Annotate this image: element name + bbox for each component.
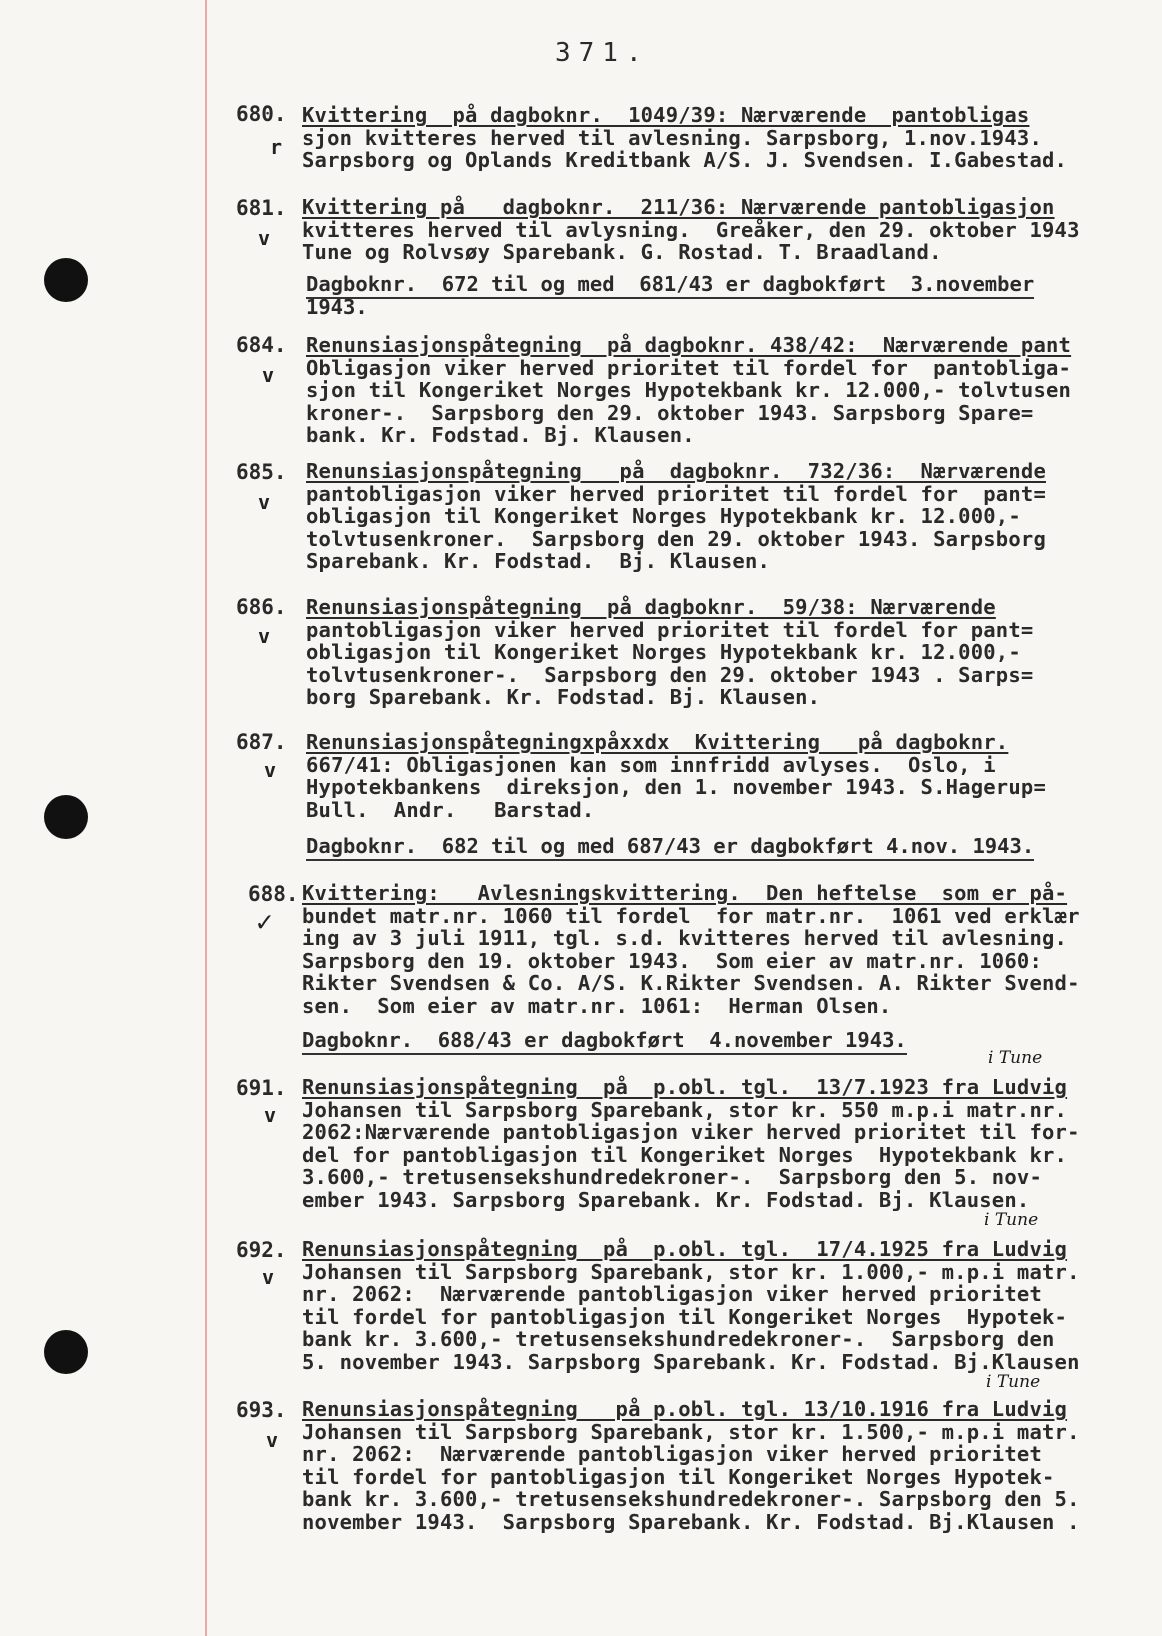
dagbok-line: 1943. xyxy=(306,295,368,319)
check-mark: v xyxy=(264,1103,277,1127)
entry-line: ember 1943. Sarpsborg Sparebank. Kr. Fodstad. Bj. Klausen. xyxy=(302,1187,1030,1212)
entry-line: 5. november 1943. Sarpsborg Sparebank. Kr. Fodstad. Bj.Klausen xyxy=(302,1349,1080,1374)
entry-text xyxy=(302,1398,1080,1534)
entry-line: Bull. Andr. Barstad. xyxy=(306,797,595,822)
entry-line: obligasjon til Kongeriket Norges Hypotekbank kr. 12.000,- xyxy=(306,640,1021,665)
entry-line: borg Sparebank. Kr. Fodstad. Bj. Klausen. xyxy=(306,685,821,710)
entry-line: november 1943. Sarpsborg Sparebank. Kr. Fodstad. Bj.Klausen . xyxy=(302,1509,1080,1534)
punch-hole xyxy=(44,1330,88,1374)
handwritten-note: i Tune xyxy=(984,1210,1039,1230)
entry-line: kvitteres herved til avlysning. Greåker, den 29. oktober 1943 xyxy=(302,217,1080,242)
entry-line: Renunsiasjonspåtegning på dagboknr. 59/38: Nærværende xyxy=(306,595,996,619)
entry-line: tolvtusenkroner. Sarpsborg den 29. oktober 1943. Sarpsborg xyxy=(306,526,1046,551)
check-mark: r xyxy=(270,135,283,159)
entry-line: pantobligasjon viker herved prioritet til fordel for pant= xyxy=(306,481,1046,506)
entry-text xyxy=(302,882,1080,1018)
entry-line: Renunsiasjonspåtegning på dagboknr. 732/36: Nærværende xyxy=(306,459,1046,483)
check-mark: v xyxy=(258,226,271,250)
entry-text xyxy=(302,1076,1080,1212)
entry-line: sen. Som eier av matr.nr. 1061: Herman Olsen. xyxy=(302,993,892,1018)
dagbok-line: Dagboknr. 682 til og med 687/43 er dagbokført 4.nov. 1943. xyxy=(306,834,1034,861)
entry-line: til fordel for pantobligasjon til Kongeriket Norges Hypotek- xyxy=(302,1464,1055,1489)
entry-line: Renunsiasjonspåtegning på p.obl. tgl. 17/4.1925 fra Ludvig xyxy=(302,1237,1068,1261)
page-number: 371. xyxy=(555,38,650,68)
entry-number: 691. xyxy=(236,1076,287,1100)
entry-line: Renunsiasjonspåtegning på p.obl. tgl. 13/10.1916 fra Ludvig xyxy=(302,1397,1068,1421)
entry-text xyxy=(306,334,1071,447)
entry-line: Kvittering på dagboknr. 1049/39: Nærværende pantobligas xyxy=(302,103,1030,127)
entry-text xyxy=(306,731,1046,821)
entry-line: ing av 3 juli 1911, tgl. s.d. kvitteres herved til avlesning. xyxy=(302,926,1068,951)
entry-line: kroner-. Sarpsborg den 29. oktober 1943. Sarpsborg Spare= xyxy=(306,400,1034,425)
entry-line: Rikter Svendsen & Co. A/S. K.Rikter Svendsen. A. Rikter Svend- xyxy=(302,971,1080,996)
punch-hole xyxy=(44,795,88,839)
entry-number: 684. xyxy=(236,333,287,357)
entry-text xyxy=(302,196,1080,264)
entry-line: pantobligasjon viker herved prioritet til fordel for pant= xyxy=(306,617,1034,642)
entry-line: 667/41: Obligasjonen kan som innfridd avlyses. Oslo, i xyxy=(306,752,996,777)
entry-number: 693. xyxy=(236,1398,287,1422)
entry-line: bank. Kr. Fodstad. Bj. Klausen. xyxy=(306,423,695,448)
entry-line: 2062:Nærværende pantobligasjon viker herved prioritet til for- xyxy=(302,1120,1080,1145)
entry-line: tolvtusenkroner-. Sarpsborg den 29. oktober 1943 . Sarps= xyxy=(306,662,1034,687)
entry-number: 692. xyxy=(236,1238,287,1262)
entry-number: 688. xyxy=(248,882,299,906)
entry-line: Kvittering på dagboknr. 211/36: Nærværende pantobligasjon xyxy=(302,195,1055,219)
entry-line: Johansen til Sarpsborg Sparebank, stor kr. 550 m.p.i matr.nr. xyxy=(302,1097,1068,1122)
entry-text xyxy=(306,460,1046,573)
entry-line: sjon kvitteres herved til avlesning. Sarpsborg, 1.nov.1943. xyxy=(302,125,1042,150)
entry-line: Hypotekbankens direksjon, den 1. november 1943. S.Hagerup= xyxy=(306,775,1046,800)
entry-line: Kvittering: Avlesningskvittering. Den heftelse som er på- xyxy=(302,881,1068,905)
entry-line: del for pantobligasjon til Kongeriket Norges Hypotekbank kr. xyxy=(302,1142,1068,1167)
entry-line: nr. 2062: Nærværende pantobligasjon viker herved prioritet xyxy=(302,1442,1042,1467)
entry-line: Johansen til Sarpsborg Sparebank, stor kr. 1.500,- m.p.i matr. xyxy=(302,1419,1080,1444)
entry-line: Sarpsborg og Oplands Kreditbank A/S. J. Svendsen. I.Gabestad. xyxy=(302,148,1068,173)
handwritten-note: i Tune xyxy=(988,1048,1043,1068)
entry-number: 681. xyxy=(236,196,287,220)
dagbok-line: Dagboknr. 672 til og med 681/43 er dagbokført 3.november xyxy=(306,272,1034,299)
entry-number: 685. xyxy=(236,460,287,484)
entry-line: nr. 2062: Nærværende pantobligasjon viker herved prioritet xyxy=(302,1282,1042,1307)
entry-text xyxy=(302,104,1067,172)
entry-number: 686. xyxy=(236,595,287,619)
entry-line: bundet matr.nr. 1060 til fordel for matr.nr. 1061 ved erklær xyxy=(302,903,1080,928)
entry-text xyxy=(306,596,1033,709)
entry-line: til fordel for pantobligasjon til Kongeriket Norges Hypotek- xyxy=(302,1304,1068,1329)
check-mark: v xyxy=(258,624,271,648)
entry-line: bank kr. 3.600,- tretusensekshundredekroner-. Sarpsborg den 5. xyxy=(302,1487,1080,1512)
entry-text xyxy=(302,1238,1080,1374)
margin-line xyxy=(205,0,207,1636)
entry-line: Renunsiasjonspåtegning på dagboknr. 438/42: Nærværende pant xyxy=(306,333,1072,357)
check-mark: v xyxy=(262,363,275,387)
entry-line: Tune og Rolvsøy Sparebank. G. Rostad. T. Braadland. xyxy=(302,240,942,265)
check-mark: v xyxy=(258,490,271,514)
entry-line: bank kr. 3.600,- tretusensekshundredekroner-. Sarpsborg den xyxy=(302,1327,1055,1352)
entry-line: Johansen til Sarpsborg Sparebank, stor kr. 1.000,- m.p.i matr. xyxy=(302,1259,1080,1284)
entry-line: Sparebank. Kr. Fodstad. Bj. Klausen. xyxy=(306,549,771,574)
entry-line: Renunsiasjonspåtegningxpåxxdx Kvittering på dagboknr. xyxy=(306,730,1009,754)
dagbok-line: Dagboknr. 688/43 er dagbokført 4.november 1943. xyxy=(302,1028,907,1055)
entry-line: obligasjon til Kongeriket Norges Hypotekbank kr. 12.000,- xyxy=(306,504,1021,529)
entry-number: 680. xyxy=(236,102,287,126)
entry-line: Obligasjon viker herved prioritet til fordel for pantobliga- xyxy=(306,355,1072,380)
entry-line: Sarpsborg den 19. oktober 1943. Som eier av matr.nr. 1060: xyxy=(302,948,1042,973)
check-mark: v xyxy=(262,1265,275,1289)
entry-line: 3.600,- tretusensekshundredekroner-. Sarpsborg den 5. nov- xyxy=(302,1165,1042,1190)
entry-number: 687. xyxy=(236,730,287,754)
check-mark: v xyxy=(266,1428,279,1452)
entry-line: sjon til Kongeriket Norges Hypotekbank kr. 12.000,- tolvtusen xyxy=(306,378,1072,403)
handwritten-note: i Tune xyxy=(986,1372,1041,1392)
check-mark: ✓ xyxy=(256,905,273,938)
punch-hole xyxy=(44,258,88,302)
entry-line: Renunsiasjonspåtegning på p.obl. tgl. 13/7.1923 fra Ludvig xyxy=(302,1075,1068,1099)
check-mark: v xyxy=(264,758,277,782)
